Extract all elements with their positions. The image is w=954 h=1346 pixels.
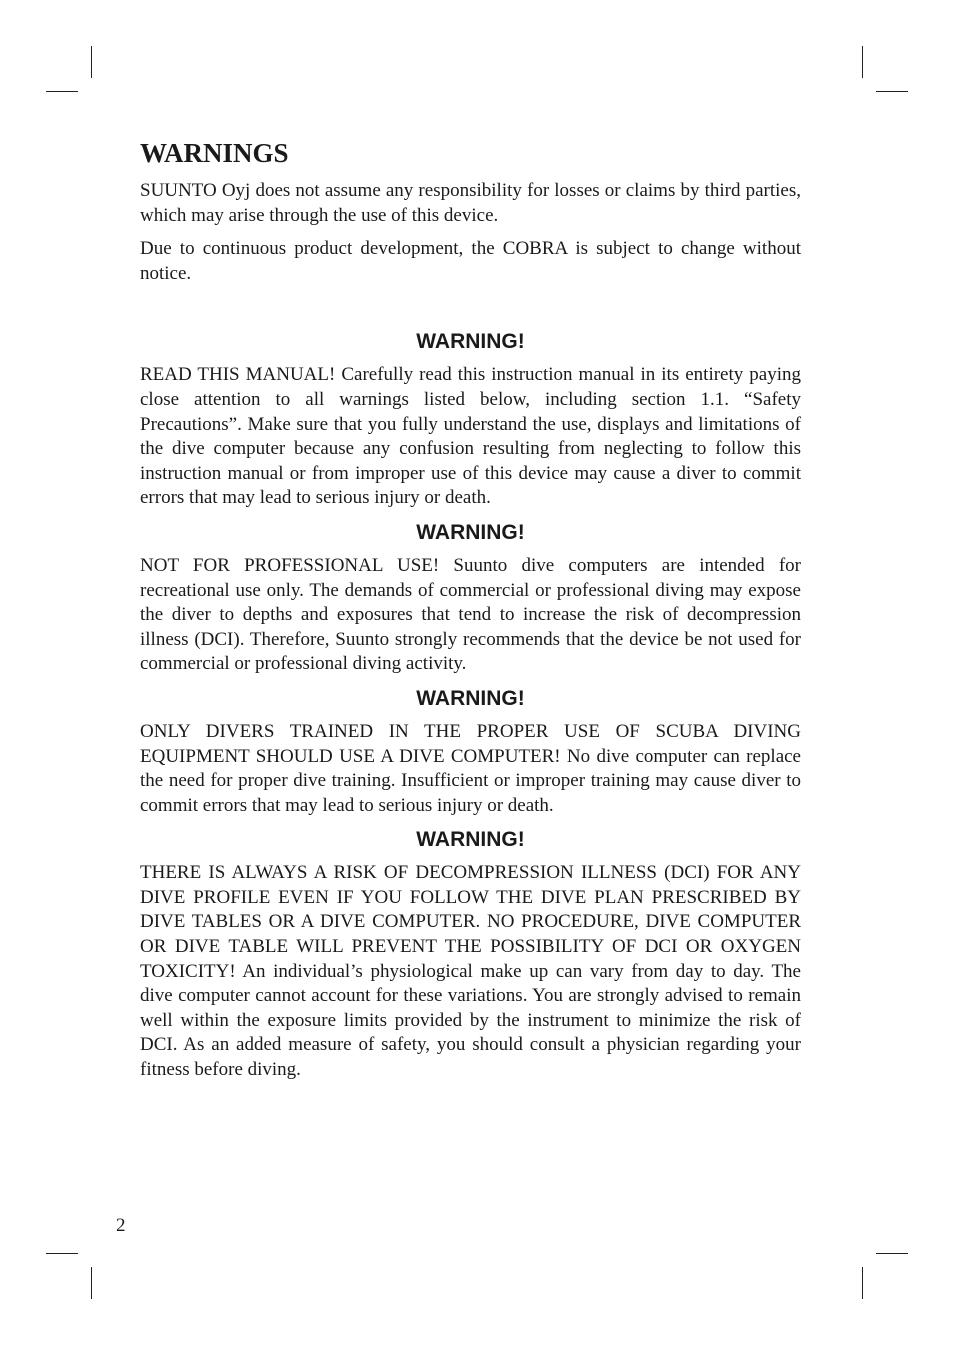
crop-mark-bottom-right-vertical xyxy=(862,1267,863,1299)
crop-mark-top-left-horizontal xyxy=(46,91,78,92)
page-content xyxy=(140,138,801,1092)
crop-mark-bottom-left-horizontal xyxy=(46,1253,78,1254)
warning-heading: WARNING! xyxy=(416,828,525,852)
warning-read-manual xyxy=(140,329,801,511)
warning-not-professional-use xyxy=(140,520,801,677)
page-title: WARNINGS xyxy=(140,138,289,168)
warning-text: THERE IS ALWAYS A RISK OF DECOMPRESSION ILLNESS (DCI) FOR ANY DIVE PROFILE EVEN IF YOU FOLLOW THE DIVE PLAN PRESCRIBED BY DIVE TABLES OR A DIVE COMPUTER. NO PROCEDURE, DIVE COMPUTER OR DIVE TABLE WILL PREVENT THE POSSIBILITY OF DCI OR OXYGEN TOXICITY! An individual’s physiological make up can vary from day to day. The dive computer cannot account for these variations. You are strongly advised to remain well within the exposure limits provided by the instrument to minimize the risk of DCI. As an added measure of safety, you should consult a physician regarding your fitness before diving. xyxy=(140,862,801,1081)
intro-paragraph-liability: SUUNTO Oyj does not assume any responsibility for losses or claims by third parties, which may arise through the use of this device. xyxy=(140,180,801,226)
warning-heading: WARNING! xyxy=(416,520,525,544)
warning-text: NOT FOR PROFESSIONAL USE! Suunto dive computers are intended for recreational use only. The demands of commercial or professional diving may expose the diver to depths and exposures that tend to increase the risk of decompression illness (DCI). Therefore, Suunto strongly recommends that the device be not used for commercial or professional diving activity. xyxy=(140,554,801,675)
warning-heading: WARNING! xyxy=(416,330,525,354)
warning-trained-divers-only xyxy=(140,686,801,818)
warning-dci-risk xyxy=(140,827,801,1082)
crop-mark-bottom-left-vertical xyxy=(91,1267,92,1299)
warnings-list xyxy=(140,329,801,1082)
warning-text: READ THIS MANUAL! Carefully read this instruction manual in its entirety paying close attention to all warnings listed below, including section 1.1. “Safety Precautions”. Make sure that you fully understand the use, displays and limitations of the dive computer because any confusion resulting from neglecting to follow this instruction manual or from improper use of this device may cause a diver to commit errors that may lead to serious injury or death. xyxy=(140,364,801,509)
crop-mark-top-right-vertical xyxy=(862,46,863,78)
crop-mark-bottom-right-horizontal xyxy=(876,1253,908,1254)
page-number: 2 xyxy=(116,1215,126,1236)
intro-paragraph-product-change: Due to continuous product development, the COBRA is subject to change without notice. xyxy=(140,238,801,284)
crop-mark-top-left-vertical xyxy=(91,46,92,78)
crop-mark-top-right-horizontal xyxy=(876,91,908,92)
warning-text: ONLY DIVERS TRAINED IN THE PROPER USE OF SCUBA DIVING EQUIPMENT SHOULD USE A DIVE COMPUTER! No dive computer can replace the need for proper dive training. Insufficient or improper training may cause diver to commit errors that may lead to serious injury or death. xyxy=(140,720,801,816)
warning-heading: WARNING! xyxy=(416,686,525,710)
